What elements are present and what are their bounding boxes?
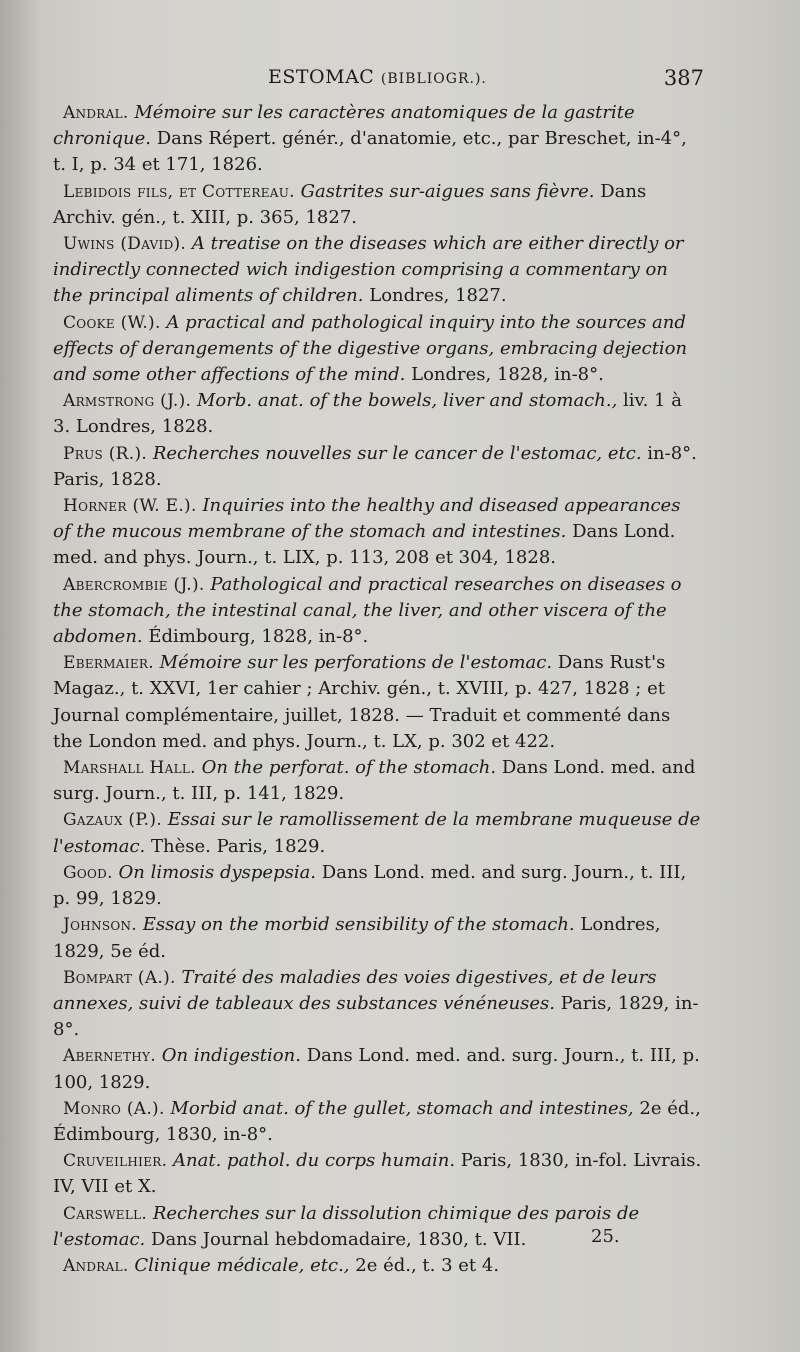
bibliography-entry xyxy=(53,179,703,231)
bibliography-entry xyxy=(53,100,703,179)
entry-author: Carswell. xyxy=(63,1203,148,1224)
entry-author: Good. xyxy=(63,862,113,883)
entry-title: Morb. anat. of the bowels, liver and stomach., xyxy=(197,390,618,412)
entry-details: Dans Répert. génér., d'anatomie, etc., par Breschet, in-4°, t. I, p. 34 et 171, 1826. xyxy=(53,128,687,176)
entry-title: Anat. pathol. du corps humain. xyxy=(173,1150,456,1172)
bibliography-entry xyxy=(53,388,703,440)
bibliography-entry xyxy=(53,912,703,964)
entry-details: in-8°. Paris, 1828. xyxy=(53,442,697,490)
entry-details: Thèse. Paris, 1829. xyxy=(151,835,326,857)
entry-author: Cooke (W.). xyxy=(63,312,161,333)
entry-author: Cruveilhier. xyxy=(63,1151,168,1172)
entry-title: A practical and pathological inquiry into the sources and effects of derangements of the digestive organs, embracing dejection and some other affections of the mind. xyxy=(53,311,688,386)
entry-details: Dans Lond. med. and phys. Journ., t. LIX, p. 113, 208 et 304, 1828. xyxy=(53,521,676,569)
entry-details: Dans Rust's Magaz., t. XXVI, 1er cahier ; Archiv. gén., t. XVIII, p. 427, 1828 ; et Journal complémentaire, juillet, 1828. — Traduit et commenté dans the London med. and phys. Journ., t. LX, p. 302 et 422. xyxy=(53,652,671,752)
entry-details: Paris, 1830, in-fol. Livrais. IV, VII et X. xyxy=(53,1150,702,1198)
entry-title: Essai sur le ramollissement de la membrane muqueuse de l'estomac. xyxy=(53,809,701,857)
bibliography-entry xyxy=(53,1096,703,1148)
entry-author: Ebermaier. xyxy=(63,653,154,674)
entry-title: Traité des maladies des voies digestives, et de leurs annexes, suivi de tableaux des substances vénéneuses. xyxy=(53,966,657,1014)
entry-details: Dans Lond. med. and. surg. Journ., t. III, p. 100, 1829. xyxy=(53,1045,700,1093)
entry-author: Armstrong (J.). xyxy=(63,391,192,412)
bibliography-entry xyxy=(53,441,703,493)
entry-title: Clinique médicale, etc., xyxy=(134,1254,350,1276)
entry-title: Gastrites sur-aigues sans fièvre. xyxy=(300,180,595,202)
entry-title: Recherches sur la dissolution chimique des parois de l'estomac. xyxy=(53,1202,640,1250)
entry-author: Abernethy. xyxy=(63,1046,156,1067)
running-head xyxy=(268,66,487,88)
entry-title: Mémoire sur les caractères anatomiques de la gastrite chronique. xyxy=(53,102,635,150)
entry-details: 2e éd., Édimbourg, 1830, in-8°. xyxy=(53,1097,701,1145)
entry-details: 2e éd., t. 3 et 4. xyxy=(355,1254,500,1276)
entry-title: A treatise on the diseases which are either directly or indirectly connected wich indigestion comprising a commentary on the principal aliments of children. xyxy=(53,233,684,307)
bibliography-entry xyxy=(53,1043,703,1095)
entry-details: Dans Lond. med. and surg. Journ., t. III, p. 99, 1829. xyxy=(53,861,687,910)
entry-details: Dans Lond. med. and surg. Journ., t. III, p. 141, 1829. xyxy=(53,757,696,805)
entry-author: Prus (R.). xyxy=(63,443,148,464)
entry-author: Abercrombie (J.). xyxy=(63,574,205,595)
entry-details: Édimbourg, 1828, in-8°. xyxy=(148,626,369,648)
entry-details: Dans Archiv. gén., t. XIII, p. 365, 1827. xyxy=(53,180,647,228)
signature-mark: 25. xyxy=(591,1226,620,1247)
entry-author: Gazaux (P.). xyxy=(63,810,162,831)
bibliography-entry xyxy=(53,493,703,572)
bibliography-entry xyxy=(53,807,703,859)
entry-author: Bompart (A.). xyxy=(63,967,176,988)
entry-author: Marshall Hall. xyxy=(63,758,196,779)
bibliography-entry xyxy=(53,860,703,912)
bibliography-entry xyxy=(53,572,703,651)
running-title: ESTOMAC xyxy=(268,66,375,88)
entry-author: Andral. xyxy=(63,103,129,123)
bibliography-entry xyxy=(53,310,703,389)
page-header xyxy=(268,66,704,96)
entry-author: Uwins (David). xyxy=(63,234,187,255)
running-subtitle: (BIBLIOGR.). xyxy=(380,71,487,87)
bibliography-entry xyxy=(53,1148,703,1200)
entry-author: Monro (A.). xyxy=(63,1098,165,1119)
bibliography-entry xyxy=(53,1253,703,1279)
entry-title: Recherches nouvelles sur le cancer de l'estomac, etc. xyxy=(152,442,642,464)
entry-details: Paris, 1829, in-8°. xyxy=(53,992,699,1041)
bibliography-entry xyxy=(53,755,703,807)
entry-details: Londres, 1827. xyxy=(369,285,507,307)
entry-title: Morbid anat. of the gullet, stomach and intestines, xyxy=(170,1097,634,1119)
entry-details: Dans Journal hebdomadaire, 1830, t. VII. xyxy=(151,1228,527,1250)
entry-title: On limosis dyspepsia. xyxy=(118,861,317,883)
entry-title: On indigestion. xyxy=(161,1045,301,1067)
entry-title: Inquiries into the healthy and diseased appearances of the mucous membrane of the stomach and intestines. xyxy=(53,495,681,543)
bibliography-entry xyxy=(53,231,703,310)
entry-details: Londres, 1828, in-8°. xyxy=(411,364,604,386)
page-number: 387 xyxy=(663,66,704,90)
bibliography-entries xyxy=(53,100,703,1279)
bibliography-entry xyxy=(53,965,703,1044)
entry-details: liv. 1 à 3. Londres, 1828. xyxy=(53,390,682,438)
entry-title: Pathological and practical researches on diseases o the stomach, the intestinal canal, the liver, and other viscera of the abdomen. xyxy=(53,573,682,648)
entry-title: Mémoire sur les perforations de l'estomac. xyxy=(159,652,553,674)
entry-author: Andral. xyxy=(63,1255,129,1276)
bibliography-entry xyxy=(53,650,703,755)
entry-title: Essay on the morbid sensibility of the stomach. xyxy=(142,914,575,936)
entry-details: Londres, 1829, 5e éd. xyxy=(53,914,661,962)
entry-author: Lebidois fils, et Cottereau. xyxy=(63,181,295,202)
entry-author: Horner (W. E.). xyxy=(63,496,197,517)
entry-title: On the perforat. of the stomach. xyxy=(201,757,497,779)
entry-author: Johnson. xyxy=(63,915,137,936)
